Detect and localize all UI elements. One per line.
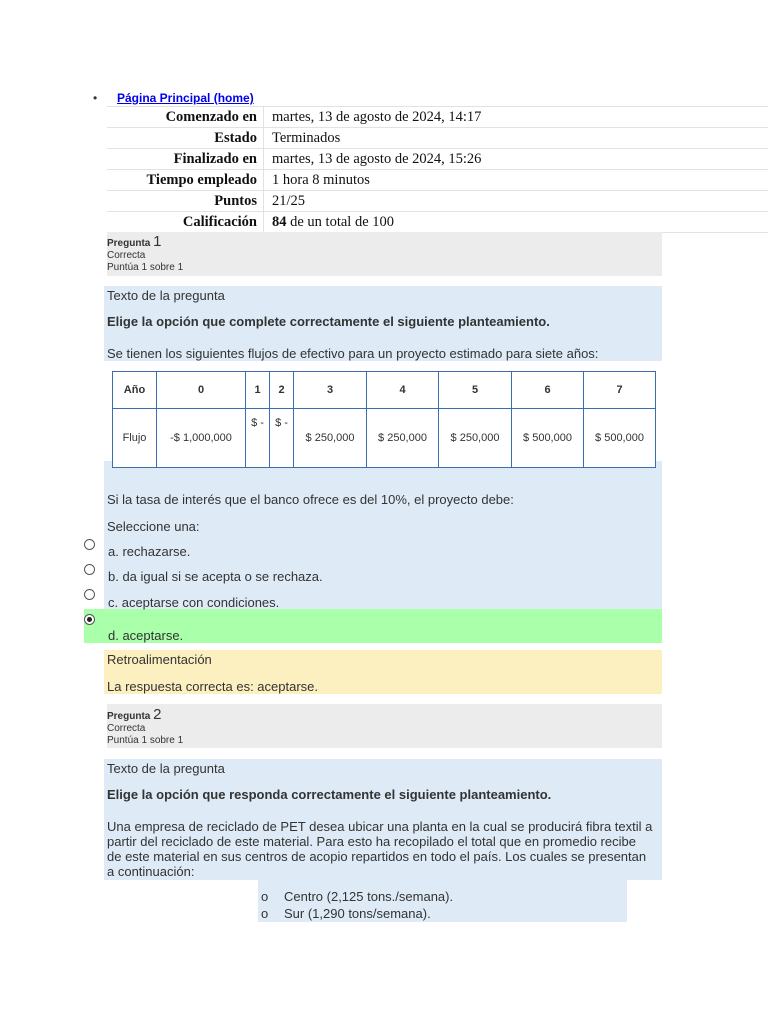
feedback-text: La respuesta correcta es: aceptarse. — [107, 679, 319, 694]
option-b-radio[interactable] — [84, 564, 95, 575]
feedback-heading: Retroalimentación — [107, 652, 212, 667]
body-line: Una empresa de reciclado de PET desea ubicar una planta en la cual se producirá fibra textil a — [107, 819, 653, 834]
list-marker: o — [261, 889, 269, 904]
question-score: Puntúa 1 sobre 1 — [107, 735, 184, 746]
select-prompt: Seleccione una: — [107, 519, 200, 534]
option-a-radio[interactable] — [84, 539, 95, 550]
question-2-info — [107, 704, 662, 748]
summary-label: Finalizado en — [107, 149, 264, 170]
attempt-summary-table — [107, 106, 768, 233]
table-cell: $ 250,000 — [294, 409, 367, 468]
cash-flow-table — [112, 371, 656, 468]
table-header: 4 — [367, 372, 439, 409]
home-link[interactable]: Página Principal (home) — [117, 91, 254, 105]
table-header: 3 — [294, 372, 367, 409]
body-line: de este material en sus centros de acopio repartidos en todo el país. Los cuales se presentan — [107, 849, 647, 864]
summary-row — [107, 107, 768, 128]
summary-label: Tiempo empleado — [107, 170, 264, 191]
summary-row — [107, 149, 768, 170]
summary-label: Calificación — [107, 212, 264, 233]
table-header: 5 — [439, 372, 512, 409]
table-header: 1 — [246, 372, 270, 409]
body-line: a continuación: — [107, 864, 195, 879]
table-cell: $ - — [246, 409, 270, 468]
summary-row — [107, 212, 768, 233]
summary-label: Estado — [107, 128, 264, 149]
question-score: Puntúa 1 sobre 1 — [107, 262, 184, 273]
table-cell: $ 250,000 — [367, 409, 439, 468]
summary-row — [107, 191, 768, 212]
table-cell: $ - — [270, 409, 294, 468]
summary-value: 21/25 — [264, 191, 768, 212]
table-header: 6 — [512, 372, 584, 409]
question-1-info — [107, 232, 662, 276]
question-intro: Se tienen los siguientes flujos de efectivo para un proyecto estimado para siete años: — [107, 346, 599, 361]
summary-value: martes, 13 de agosto de 2024, 15:26 — [264, 149, 768, 170]
option-c-label[interactable]: c. aceptarse con condiciones. — [108, 595, 280, 610]
question-prompt: Si la tasa de interés que el banco ofrece es del 10%, el proyecto debe: — [107, 492, 514, 507]
list-item: Sur (1,290 tons/semana). — [284, 906, 431, 921]
table-cell: $ 500,000 — [512, 409, 584, 468]
question-body — [107, 819, 667, 879]
table-cell: $ 250,000 — [439, 409, 512, 468]
summary-row — [107, 170, 768, 191]
question-text-heading: Texto de la pregunta — [107, 761, 225, 776]
option-d-label[interactable]: d. aceptarse. — [108, 628, 184, 643]
question-text-heading: Texto de la pregunta — [107, 288, 225, 303]
list-bullet: • — [93, 91, 98, 105]
question-number: Pregunta 1 — [107, 233, 162, 250]
grade-total: de un total de 100 — [286, 213, 395, 230]
table-cell: -$ 1,000,000 — [157, 409, 246, 468]
summary-value: 1 hora 8 minutos — [264, 170, 768, 191]
question-instruction: Elige la opción que responda correctamente el siguiente planteamiento. — [107, 787, 552, 802]
question-status: Correcta — [107, 250, 146, 261]
body-line: partir del reciclado de este material. Para esto ha recopilado el total que en promedio recibe — [107, 834, 636, 849]
table-header: 2 — [270, 372, 294, 409]
question-instruction: Elige la opción que complete correctamente el siguiente planteamiento. — [107, 314, 550, 329]
option-c-radio[interactable] — [84, 589, 95, 600]
option-b-label[interactable]: b. da igual si se acepta o se rechaza. — [108, 569, 323, 584]
table-cell: Flujo — [113, 409, 157, 468]
summary-row — [107, 128, 768, 149]
option-a-label[interactable]: a. rechazarse. — [108, 544, 191, 559]
list-item: Centro (2,125 tons./semana). — [284, 889, 454, 904]
table-header: 7 — [584, 372, 656, 409]
summary-value — [264, 212, 768, 233]
question-status: Correcta — [107, 723, 146, 734]
question-1-answer-area — [104, 461, 662, 609]
grade-value: 84 — [272, 213, 287, 230]
list-marker: o — [261, 906, 269, 921]
question-number: Pregunta 2 — [107, 706, 162, 723]
option-d-radio-selected[interactable] — [84, 614, 95, 625]
table-cell: $ 500,000 — [584, 409, 656, 468]
summary-value: martes, 13 de agosto de 2024, 14:17 — [264, 107, 768, 128]
summary-label: Puntos — [107, 191, 264, 212]
table-header: Año — [113, 372, 157, 409]
table-header: 0 — [157, 372, 246, 409]
summary-value: Terminados — [264, 128, 768, 149]
summary-label: Comenzado en — [107, 107, 264, 128]
